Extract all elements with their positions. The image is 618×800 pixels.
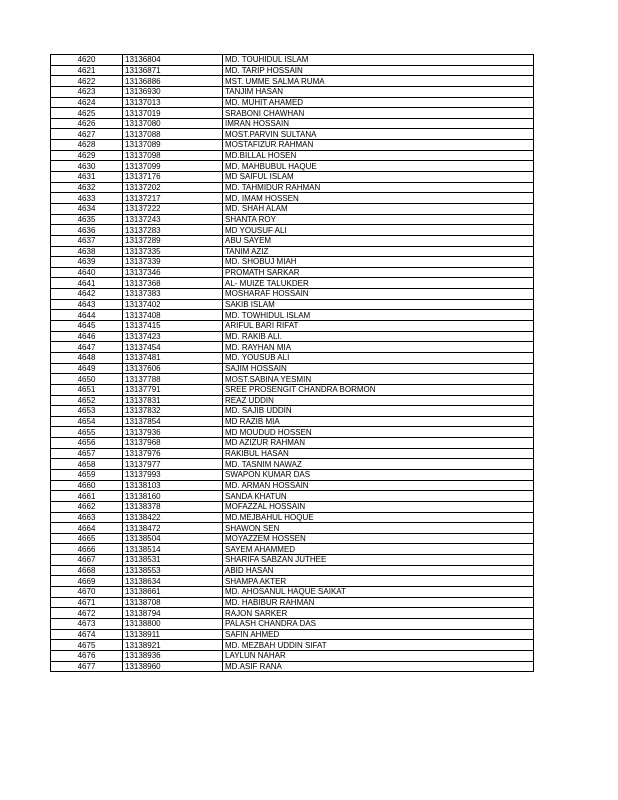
table-row xyxy=(51,533,534,544)
name-cell: ARIFUL BARI RIFAT xyxy=(223,321,534,332)
roll-number-cell: 13137019 xyxy=(123,108,223,119)
name-cell: MOST.SABINA YESMIN xyxy=(223,374,534,385)
name-cell: SWAPON KUMAR DAS xyxy=(223,469,534,480)
roll-number-cell: 13137243 xyxy=(123,214,223,225)
name-cell: MD. MUHIT AHAMED xyxy=(223,97,534,108)
name-cell: ABU SAYEM xyxy=(223,235,534,246)
serial-cell: 4646 xyxy=(51,331,123,342)
name-cell: MD. TOWHIDUL ISLAM xyxy=(223,310,534,321)
table-row xyxy=(51,235,534,246)
serial-cell: 4652 xyxy=(51,395,123,406)
name-cell: MD MOUDUD HOSSEN xyxy=(223,427,534,438)
serial-cell: 4642 xyxy=(51,289,123,300)
serial-cell: 4676 xyxy=(51,650,123,661)
name-cell: MOFAZZAL HOSSAIN xyxy=(223,501,534,512)
roll-number-cell: 13137098 xyxy=(123,150,223,161)
table-row xyxy=(51,267,534,278)
table-row xyxy=(51,544,534,555)
roll-number-cell: 13137346 xyxy=(123,267,223,278)
name-cell: SAKIB ISLAM xyxy=(223,299,534,310)
name-cell: MD. TASNIM NAWAZ xyxy=(223,459,534,470)
roll-number-cell: 13138378 xyxy=(123,501,223,512)
roll-number-cell: 13138422 xyxy=(123,512,223,523)
name-cell: MD SAIFUL ISLAM xyxy=(223,172,534,183)
name-cell: MD YOUSUF ALI xyxy=(223,225,534,236)
table-row xyxy=(51,650,534,661)
table-row xyxy=(51,352,534,363)
table-row xyxy=(51,299,534,310)
name-cell: MD. MEZBAH UDDIN SIFAT xyxy=(223,640,534,651)
serial-cell: 4628 xyxy=(51,140,123,151)
table-row xyxy=(51,140,534,151)
roll-number-cell: 13137977 xyxy=(123,459,223,470)
name-cell: SHAMPA AKTER xyxy=(223,576,534,587)
table-row xyxy=(51,576,534,587)
name-cell: RAKIBUL HASAN xyxy=(223,448,534,459)
table-row xyxy=(51,587,534,598)
roll-number-cell: 13138661 xyxy=(123,587,223,598)
roll-number-cell: 13138553 xyxy=(123,565,223,576)
serial-cell: 4670 xyxy=(51,587,123,598)
name-cell: RAJON SARKER xyxy=(223,608,534,619)
roll-number-cell: 13137368 xyxy=(123,278,223,289)
serial-cell: 4627 xyxy=(51,129,123,140)
serial-cell: 4636 xyxy=(51,225,123,236)
serial-cell: 4629 xyxy=(51,150,123,161)
serial-cell: 4635 xyxy=(51,214,123,225)
roll-number-cell: 13137383 xyxy=(123,289,223,300)
serial-cell: 4643 xyxy=(51,299,123,310)
table-row xyxy=(51,289,534,300)
roll-number-cell: 13138514 xyxy=(123,544,223,555)
table-row xyxy=(51,565,534,576)
serial-cell: 4647 xyxy=(51,342,123,353)
serial-cell: 4667 xyxy=(51,555,123,566)
name-cell: AL- MUIZE TALUKDER xyxy=(223,278,534,289)
table-row xyxy=(51,161,534,172)
roll-number-cell: 13137202 xyxy=(123,182,223,193)
roll-number-cell: 13137791 xyxy=(123,384,223,395)
roll-number-cell: 13138960 xyxy=(123,661,223,672)
name-cell: ABID HASAN xyxy=(223,565,534,576)
serial-cell: 4668 xyxy=(51,565,123,576)
serial-cell: 4669 xyxy=(51,576,123,587)
serial-cell: 4649 xyxy=(51,363,123,374)
serial-cell: 4630 xyxy=(51,161,123,172)
name-cell: MD. TOUHIDUL ISLAM xyxy=(223,55,534,66)
serial-cell: 4673 xyxy=(51,618,123,629)
name-cell: SAFIN AHMED xyxy=(223,629,534,640)
table-row xyxy=(51,406,534,417)
name-cell: SRABONI CHAWHAN xyxy=(223,108,534,119)
table-row xyxy=(51,310,534,321)
roll-number-cell: 13137176 xyxy=(123,172,223,183)
roll-number-cell: 13137283 xyxy=(123,225,223,236)
name-cell: MD.ASIF RANA xyxy=(223,661,534,672)
table-row xyxy=(51,480,534,491)
serial-cell: 4655 xyxy=(51,427,123,438)
roll-number-cell: 13136886 xyxy=(123,76,223,87)
serial-cell: 4622 xyxy=(51,76,123,87)
name-cell: SHAWON SEN xyxy=(223,523,534,534)
table-row xyxy=(51,225,534,236)
name-cell: MD.BILLAL HOSEN xyxy=(223,150,534,161)
table-row xyxy=(51,491,534,502)
serial-cell: 4637 xyxy=(51,235,123,246)
name-cell: MST. UMME SALMA RUMA xyxy=(223,76,534,87)
roll-number-cell: 13138708 xyxy=(123,597,223,608)
serial-cell: 4645 xyxy=(51,321,123,332)
roll-number-cell: 13137099 xyxy=(123,161,223,172)
serial-cell: 4663 xyxy=(51,512,123,523)
serial-cell: 4634 xyxy=(51,203,123,214)
serial-cell: 4632 xyxy=(51,182,123,193)
name-cell: MOSHARAF HOSSAIN xyxy=(223,289,534,300)
name-cell: SHARIFA SABZAN JUTHEE xyxy=(223,555,534,566)
serial-cell: 4640 xyxy=(51,267,123,278)
roll-number-cell: 13136930 xyxy=(123,86,223,97)
serial-cell: 4671 xyxy=(51,597,123,608)
table-row xyxy=(51,246,534,257)
name-cell: MD. AHOSANUL HAQUE SAIKAT xyxy=(223,587,534,598)
table-body xyxy=(51,55,534,672)
table-row xyxy=(51,374,534,385)
table-row xyxy=(51,342,534,353)
table-row xyxy=(51,597,534,608)
name-cell: MOSTAFIZUR RAHMAN xyxy=(223,140,534,151)
serial-cell: 4638 xyxy=(51,246,123,257)
serial-cell: 4654 xyxy=(51,416,123,427)
table-row xyxy=(51,97,534,108)
serial-cell: 4666 xyxy=(51,544,123,555)
roll-number-cell: 13137335 xyxy=(123,246,223,257)
roll-number-cell: 13137606 xyxy=(123,363,223,374)
roll-number-cell: 13137089 xyxy=(123,140,223,151)
table-row xyxy=(51,384,534,395)
name-cell: MD.MEJBAHUL HOQUE xyxy=(223,512,534,523)
name-cell: SANDA KHATUN xyxy=(223,491,534,502)
table-row xyxy=(51,416,534,427)
roll-number-cell: 13138794 xyxy=(123,608,223,619)
serial-cell: 4639 xyxy=(51,257,123,268)
table-row xyxy=(51,118,534,129)
roll-number-cell: 13138504 xyxy=(123,533,223,544)
roll-number-cell: 13138103 xyxy=(123,480,223,491)
table-row xyxy=(51,427,534,438)
serial-cell: 4664 xyxy=(51,523,123,534)
serial-cell: 4625 xyxy=(51,108,123,119)
name-cell: MD. SHOBUJ MIAH xyxy=(223,257,534,268)
name-cell: MD. RAKIB ALI. xyxy=(223,331,534,342)
serial-cell: 4621 xyxy=(51,65,123,76)
roll-number-cell: 13137402 xyxy=(123,299,223,310)
table-row xyxy=(51,618,534,629)
table-row xyxy=(51,108,534,119)
roll-number-cell: 13138531 xyxy=(123,555,223,566)
table-row xyxy=(51,331,534,342)
roll-number-cell: 13137831 xyxy=(123,395,223,406)
name-cell: MD. IMAM HOSSEN xyxy=(223,193,534,204)
roll-number-cell: 13137080 xyxy=(123,118,223,129)
table-row xyxy=(51,55,534,66)
table-row xyxy=(51,182,534,193)
roll-number-cell: 13137088 xyxy=(123,129,223,140)
roll-number-cell: 13138160 xyxy=(123,491,223,502)
table-row xyxy=(51,172,534,183)
serial-cell: 4661 xyxy=(51,491,123,502)
roll-number-cell: 13137976 xyxy=(123,448,223,459)
name-cell: PROMATH SARKAR xyxy=(223,267,534,278)
roll-number-cell: 13137788 xyxy=(123,374,223,385)
roll-number-cell: 13136871 xyxy=(123,65,223,76)
serial-cell: 4626 xyxy=(51,118,123,129)
name-cell: PALASH CHANDRA DAS xyxy=(223,618,534,629)
table-row xyxy=(51,395,534,406)
serial-cell: 4677 xyxy=(51,661,123,672)
roll-number-cell: 13137217 xyxy=(123,193,223,204)
table-row xyxy=(51,661,534,672)
roll-number-cell: 13137289 xyxy=(123,235,223,246)
roll-number-cell: 13137339 xyxy=(123,257,223,268)
roll-number-cell: 13137408 xyxy=(123,310,223,321)
serial-cell: 4651 xyxy=(51,384,123,395)
table-row xyxy=(51,257,534,268)
table-row xyxy=(51,438,534,449)
table-row xyxy=(51,512,534,523)
roll-number-cell: 13137936 xyxy=(123,427,223,438)
serial-cell: 4662 xyxy=(51,501,123,512)
roll-number-cell: 13138911 xyxy=(123,629,223,640)
serial-cell: 4656 xyxy=(51,438,123,449)
name-cell: SHANTA ROY xyxy=(223,214,534,225)
table-row xyxy=(51,129,534,140)
roll-number-cell: 13137854 xyxy=(123,416,223,427)
table-row xyxy=(51,629,534,640)
serial-cell: 4650 xyxy=(51,374,123,385)
roll-number-cell: 13138634 xyxy=(123,576,223,587)
roll-number-cell: 13137013 xyxy=(123,97,223,108)
name-cell: MD. SAJIB UDDIN xyxy=(223,406,534,417)
roll-number-cell: 13138472 xyxy=(123,523,223,534)
table-row xyxy=(51,278,534,289)
table-row xyxy=(51,448,534,459)
name-cell: REAZ UDDIN xyxy=(223,395,534,406)
table-row xyxy=(51,193,534,204)
serial-cell: 4631 xyxy=(51,172,123,183)
roll-number-cell: 13138921 xyxy=(123,640,223,651)
table-row xyxy=(51,86,534,97)
roll-number-cell: 13137454 xyxy=(123,342,223,353)
table-row xyxy=(51,214,534,225)
serial-cell: 4641 xyxy=(51,278,123,289)
roll-number-cell: 13137968 xyxy=(123,438,223,449)
name-cell: LAYLUN NAHAR xyxy=(223,650,534,661)
table-row xyxy=(51,608,534,619)
serial-cell: 4633 xyxy=(51,193,123,204)
serial-cell: 4659 xyxy=(51,469,123,480)
table-row xyxy=(51,203,534,214)
serial-cell: 4675 xyxy=(51,640,123,651)
table-row xyxy=(51,65,534,76)
roll-number-cell: 13138936 xyxy=(123,650,223,661)
roll-number-cell: 13137481 xyxy=(123,352,223,363)
name-cell: SAJIM HOSSAIN xyxy=(223,363,534,374)
roll-number-cell: 13137222 xyxy=(123,203,223,214)
serial-cell: 4674 xyxy=(51,629,123,640)
roll-number-cell: 13136804 xyxy=(123,55,223,66)
serial-cell: 4672 xyxy=(51,608,123,619)
serial-cell: 4658 xyxy=(51,459,123,470)
name-cell: MD. TARIP HOSSAIN xyxy=(223,65,534,76)
name-cell: MD. RAYHAN MIA xyxy=(223,342,534,353)
serial-cell: 4660 xyxy=(51,480,123,491)
name-cell: SREE PROSENGIT CHANDRA BORMON xyxy=(223,384,534,395)
table-row xyxy=(51,555,534,566)
serial-cell: 4620 xyxy=(51,55,123,66)
serial-cell: 4653 xyxy=(51,406,123,417)
serial-cell: 4657 xyxy=(51,448,123,459)
serial-cell: 4624 xyxy=(51,97,123,108)
serial-cell: 4665 xyxy=(51,533,123,544)
table-row xyxy=(51,363,534,374)
name-cell: MD. SHAH ALAM xyxy=(223,203,534,214)
name-cell: MD RAZIB MIA xyxy=(223,416,534,427)
table-row xyxy=(51,459,534,470)
name-cell: SAYEM AHAMMED xyxy=(223,544,534,555)
table-row xyxy=(51,150,534,161)
table-row xyxy=(51,321,534,332)
table-row xyxy=(51,523,534,534)
roll-number-cell: 13137423 xyxy=(123,331,223,342)
name-cell: MD. HABIBUR RAHMAN xyxy=(223,597,534,608)
name-cell: IMRAN HOSSAIN xyxy=(223,118,534,129)
name-cell: MOYAZZEM HOSSEN xyxy=(223,533,534,544)
roll-number-cell: 13138800 xyxy=(123,618,223,629)
name-cell: MD. MAHBUBUL HAQUE xyxy=(223,161,534,172)
name-cell: MD. YOUSUB ALI xyxy=(223,352,534,363)
results-table xyxy=(50,54,534,672)
roll-number-cell: 13137832 xyxy=(123,406,223,417)
roll-number-cell: 13137993 xyxy=(123,469,223,480)
table-row xyxy=(51,469,534,480)
table-row xyxy=(51,76,534,87)
roll-number-cell: 13137415 xyxy=(123,321,223,332)
name-cell: MOST.PARVIN SULTANA xyxy=(223,129,534,140)
name-cell: MD AZIZUR RAHMAN xyxy=(223,438,534,449)
table-row xyxy=(51,501,534,512)
table-row xyxy=(51,640,534,651)
name-cell: MD. TAHMIDUR RAHMAN xyxy=(223,182,534,193)
name-cell: TANJIM HASAN xyxy=(223,86,534,97)
serial-cell: 4648 xyxy=(51,352,123,363)
serial-cell: 4623 xyxy=(51,86,123,97)
serial-cell: 4644 xyxy=(51,310,123,321)
name-cell: TANIM AZIZ xyxy=(223,246,534,257)
name-cell: MD. ARMAN HOSSAIN xyxy=(223,480,534,491)
